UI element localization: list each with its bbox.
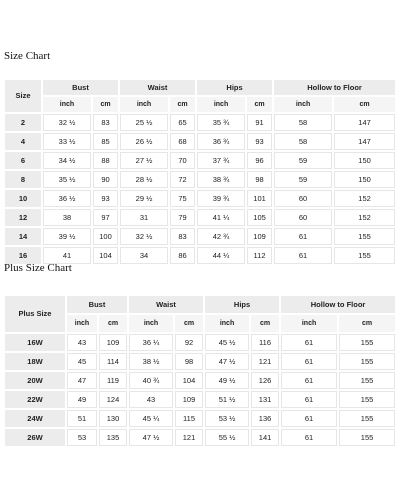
size-label: 18W: [5, 353, 65, 370]
table-cell: 98: [175, 353, 203, 370]
table-cell: 104: [93, 247, 118, 264]
table-cell: 98: [247, 171, 272, 188]
table-cell: 35 ¾: [197, 114, 245, 131]
unit-header: inch: [120, 97, 168, 112]
table-cell: 33 ½: [43, 133, 91, 150]
table-cell: 61: [274, 228, 332, 245]
unit-header: cm: [99, 315, 127, 332]
table-cell: 53 ½: [205, 410, 249, 427]
table-cell: 61: [281, 410, 337, 427]
table-cell: 49 ½: [205, 372, 249, 389]
plus-size-chart-table: [3, 294, 397, 448]
table-cell: 105: [247, 209, 272, 226]
table-cell: 147: [334, 133, 395, 150]
waist-header: Waist: [120, 80, 195, 95]
unit-header-row: [5, 97, 395, 112]
table-cell: 40 ¾: [129, 372, 173, 389]
table-cell: 38 ½: [129, 353, 173, 370]
table-cell: 155: [339, 372, 395, 389]
unit-header: inch: [43, 97, 91, 112]
table-cell: 126: [251, 372, 279, 389]
table-cell: 93: [247, 133, 272, 150]
plus-size-chart-title: Plus Size Chart: [4, 262, 72, 274]
table-cell: 27 ½: [120, 152, 168, 169]
table-cell: 83: [170, 228, 195, 245]
table-cell: 38 ¾: [197, 171, 245, 188]
plus-size-column-header: Plus Size: [5, 296, 65, 332]
table-row: [5, 152, 395, 169]
table-cell: 90: [93, 171, 118, 188]
table-cell: 31: [120, 209, 168, 226]
table-cell: 39 ½: [43, 228, 91, 245]
measure-header-row: [5, 80, 395, 95]
table-cell: 72: [170, 171, 195, 188]
table-cell: 41: [43, 247, 91, 264]
table-cell: 34: [120, 247, 168, 264]
unit-header: cm: [251, 315, 279, 332]
bust-header: Bust: [67, 296, 127, 313]
table-cell: 152: [334, 209, 395, 226]
table-cell: 147: [334, 114, 395, 131]
table-cell: 32 ½: [43, 114, 91, 131]
table-cell: 155: [339, 410, 395, 427]
table-cell: 91: [247, 114, 272, 131]
waist-header: Waist: [129, 296, 203, 313]
table-cell: 60: [274, 190, 332, 207]
table-cell: 58: [274, 133, 332, 150]
table-row: [5, 114, 395, 131]
table-cell: 93: [93, 190, 118, 207]
size-column-header: Size: [5, 80, 41, 112]
table-cell: 97: [93, 209, 118, 226]
size-label: 26W: [5, 429, 65, 446]
table-row: [5, 353, 395, 370]
table-cell: 109: [247, 228, 272, 245]
table-cell: 130: [99, 410, 127, 427]
table-cell: 28 ½: [120, 171, 168, 188]
table-cell: 51 ½: [205, 391, 249, 408]
unit-header: inch: [67, 315, 97, 332]
table-cell: 104: [175, 372, 203, 389]
size-chart-table: [3, 78, 397, 266]
table-cell: 135: [99, 429, 127, 446]
table-cell: 83: [93, 114, 118, 131]
table-cell: 44 ¼: [197, 247, 245, 264]
table-cell: 141: [251, 429, 279, 446]
table-row: [5, 171, 395, 188]
table-cell: 58: [274, 114, 332, 131]
hips-header: Hips: [197, 80, 272, 95]
size-label: 12: [5, 209, 41, 226]
table-row: [5, 209, 395, 226]
table-cell: 114: [99, 353, 127, 370]
size-label: 14: [5, 228, 41, 245]
table-cell: 155: [339, 429, 395, 446]
table-row: [5, 133, 395, 150]
unit-header: cm: [247, 97, 272, 112]
size-label: 8: [5, 171, 41, 188]
size-label: 20W: [5, 372, 65, 389]
size-chart-title: Size Chart: [4, 50, 51, 62]
table-cell: 119: [99, 372, 127, 389]
table-cell: 45 ¼: [129, 410, 173, 427]
table-cell: 155: [334, 247, 395, 264]
unit-header: cm: [334, 97, 395, 112]
table-cell: 45: [67, 353, 97, 370]
table-cell: 61: [274, 247, 332, 264]
table-cell: 68: [170, 133, 195, 150]
table-cell: 131: [251, 391, 279, 408]
table-cell: 47 ½: [205, 353, 249, 370]
table-cell: 26 ½: [120, 133, 168, 150]
table-cell: 121: [175, 429, 203, 446]
table-row: [5, 372, 395, 389]
unit-header: inch: [281, 315, 337, 332]
table-cell: 92: [175, 334, 203, 351]
size-label: 4: [5, 133, 41, 150]
table-cell: 43: [67, 334, 97, 351]
table-cell: 61: [281, 391, 337, 408]
unit-header: inch: [129, 315, 173, 332]
table-cell: 121: [251, 353, 279, 370]
table-cell: 55 ½: [205, 429, 249, 446]
table-row: [5, 429, 395, 446]
unit-header: cm: [175, 315, 203, 332]
size-label: 22W: [5, 391, 65, 408]
table-cell: 59: [274, 171, 332, 188]
unit-header: inch: [197, 97, 245, 112]
table-cell: 75: [170, 190, 195, 207]
table-cell: 85: [93, 133, 118, 150]
table-cell: 36 ½: [43, 190, 91, 207]
table-cell: 155: [339, 334, 395, 351]
table-cell: 45 ½: [205, 334, 249, 351]
table-cell: 61: [281, 353, 337, 370]
table-cell: 152: [334, 190, 395, 207]
table-cell: 41 ¼: [197, 209, 245, 226]
size-label: 24W: [5, 410, 65, 427]
table-cell: 36 ¼: [129, 334, 173, 351]
table-row: [5, 410, 395, 427]
table-cell: 86: [170, 247, 195, 264]
unit-header: cm: [93, 97, 118, 112]
table-cell: 34 ½: [43, 152, 91, 169]
hips-header: Hips: [205, 296, 279, 313]
hollow-to-floor-header: Hollow to Floor: [274, 80, 395, 95]
table-cell: 101: [247, 190, 272, 207]
unit-header: cm: [339, 315, 395, 332]
size-label: 6: [5, 152, 41, 169]
size-label: 2: [5, 114, 41, 131]
table-cell: 51: [67, 410, 97, 427]
table-row: [5, 334, 395, 351]
table-cell: 61: [281, 372, 337, 389]
unit-header: inch: [205, 315, 249, 332]
size-label: 16W: [5, 334, 65, 351]
table-cell: 124: [99, 391, 127, 408]
table-cell: 53: [67, 429, 97, 446]
table-cell: 150: [334, 152, 395, 169]
table-row: [5, 391, 395, 408]
table-cell: 116: [251, 334, 279, 351]
table-cell: 25 ½: [120, 114, 168, 131]
table-cell: 100: [93, 228, 118, 245]
table-cell: 32 ½: [120, 228, 168, 245]
size-label: 10: [5, 190, 41, 207]
table-cell: 60: [274, 209, 332, 226]
table-cell: 39 ¾: [197, 190, 245, 207]
hollow-to-floor-header: Hollow to Floor: [281, 296, 395, 313]
table-cell: 47 ½: [129, 429, 173, 446]
table-cell: 109: [175, 391, 203, 408]
table-cell: 70: [170, 152, 195, 169]
table-cell: 43: [129, 391, 173, 408]
table-cell: 47: [67, 372, 97, 389]
measure-header-row: [5, 296, 395, 313]
table-cell: 112: [247, 247, 272, 264]
size-label: 16: [5, 247, 41, 264]
table-cell: 115: [175, 410, 203, 427]
table-cell: 109: [99, 334, 127, 351]
unit-header: cm: [170, 97, 195, 112]
table-cell: 88: [93, 152, 118, 169]
table-cell: 36 ¾: [197, 133, 245, 150]
table-cell: 136: [251, 410, 279, 427]
table-cell: 61: [281, 334, 337, 351]
table-cell: 42 ¾: [197, 228, 245, 245]
table-cell: 37 ¾: [197, 152, 245, 169]
table-cell: 79: [170, 209, 195, 226]
table-cell: 61: [281, 429, 337, 446]
table-cell: 59: [274, 152, 332, 169]
table-cell: 38: [43, 209, 91, 226]
table-cell: 29 ½: [120, 190, 168, 207]
table-row: [5, 190, 395, 207]
table-cell: 49: [67, 391, 97, 408]
table-cell: 155: [334, 228, 395, 245]
table-cell: 65: [170, 114, 195, 131]
table-cell: 35 ½: [43, 171, 91, 188]
bust-header: Bust: [43, 80, 118, 95]
table-cell: 150: [334, 171, 395, 188]
table-cell: 155: [339, 391, 395, 408]
table-cell: 96: [247, 152, 272, 169]
table-row: [5, 228, 395, 245]
unit-header: inch: [274, 97, 332, 112]
table-cell: 155: [339, 353, 395, 370]
